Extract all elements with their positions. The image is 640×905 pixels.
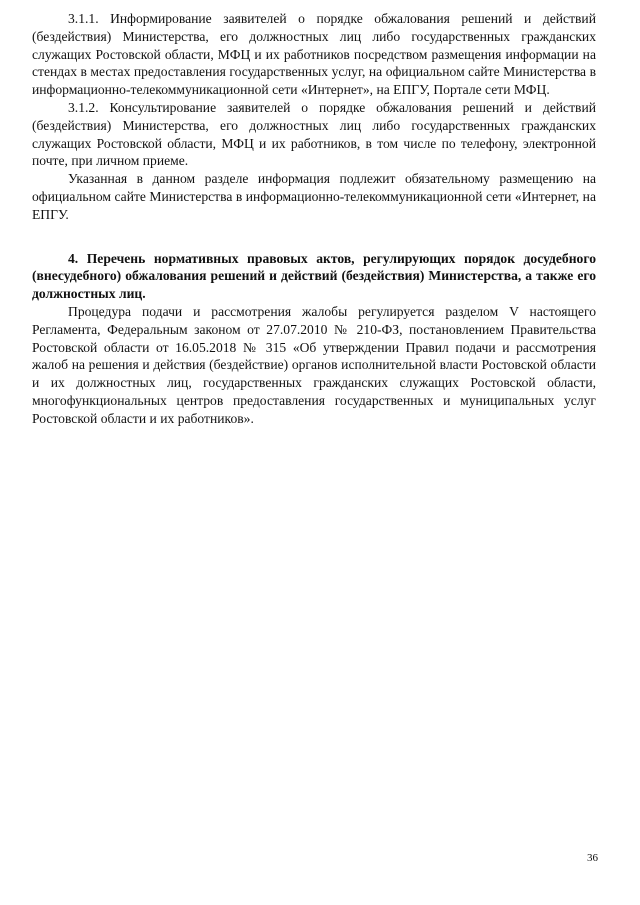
paragraph-complaint-procedure: Процедура подачи и рассмотрения жалобы регулируется разделом V настоящего Регламента, Федеральным законом от 27.07.2010 № 210-ФЗ, постановлением Правительства Ростовской области от 16.05.2018 № 315 «Об утверждении Правил подачи и рассмотрения жалоб на решения и действия (бездействие) органов исполнительной власти Ростовской области и их должностных лиц, государственных гражданских служащих Ростовской области, многофункциональных центров предоставления государственных и муниципальных услуг Ростовской области и их работников». xyxy=(32,303,596,426)
page-number: 36 xyxy=(587,852,598,864)
paragraph-info-placement: Указанная в данном разделе информация подлежит обязательному размещению на официальном сайте Министерства в информационно-телекоммуникационной сети «Интернет, на ЕПГУ. xyxy=(32,171,596,222)
section-gap xyxy=(32,224,596,250)
paragraph-3-1-1: 3.1.1. Информирование заявителей о порядке обжалования решений и действий (бездействия) Министерства, его должностных лиц либо государственных гражданских служащих Ростовской области, МФЦ и их работников посредством размещения информации на стендах в местах предоставления государственных услуг, на официальном сайте Министерства в информационно-телекоммуникационной сети «Интернет», на ЕПГУ, Портале сети МФЦ. xyxy=(32,11,596,98)
section-4-heading: 4. Перечень нормативных правовых актов, регулирующих порядок досудебного (внесудебного) обжалования решений и действий (бездействия) Министерства, а также его должностных лиц. xyxy=(32,250,596,302)
paragraph-3-1-2: 3.1.2. Консультирование заявителей о порядке обжалования решений и действий (бездействия) Министерства, его должностных лиц либо государственных гражданских служащих Ростовской области, МФЦ и их работников, в том числе по телефону, электронной почте, при личном приеме. xyxy=(32,99,596,169)
